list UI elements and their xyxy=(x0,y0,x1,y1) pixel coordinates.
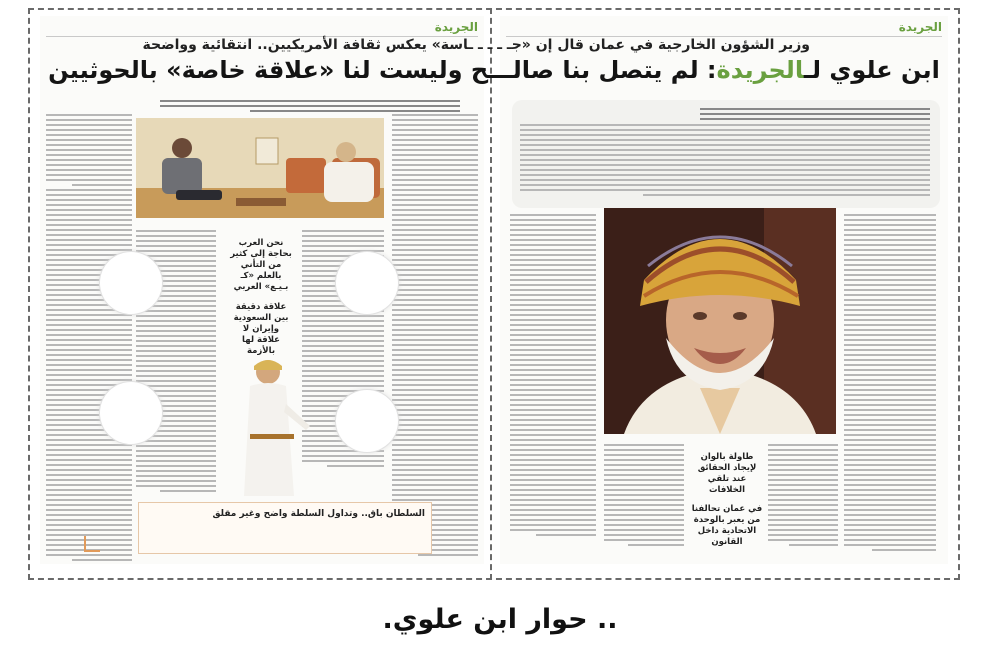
masthead-right xyxy=(506,20,942,37)
photo-portrait xyxy=(604,208,836,434)
text-column-left-1 xyxy=(46,114,132,564)
meeting-illustration xyxy=(136,118,384,218)
intro-bold-lines xyxy=(700,108,930,123)
pull-quote-center: نحن العرب بحاجة إلى كثير من التأني بالعلم «كـ بـيـع» العربي xyxy=(230,238,292,292)
pull-quote-right-1: طاولة بالوان لإيجاد الحقائق عند تلقي الخلافات xyxy=(697,452,757,495)
headline xyxy=(40,56,948,84)
headline-brand: الجريدة xyxy=(716,56,804,84)
intro-body-lines xyxy=(520,124,930,199)
text-column-right-3 xyxy=(844,214,936,554)
bottom-strip-text: السلطان باق.. وتداول السلطة واضح وغير مقلق xyxy=(212,509,425,519)
quote-circle-2 xyxy=(336,252,398,314)
text-column-right-4 xyxy=(768,444,838,549)
photo-meeting xyxy=(136,118,384,218)
page-fold-line xyxy=(490,8,492,580)
intro-lines-left xyxy=(160,100,460,115)
photo-minister-standing xyxy=(224,356,320,496)
quote-circle-3 xyxy=(100,382,162,444)
portrait-illustration xyxy=(604,208,836,434)
corner-mark xyxy=(84,536,100,552)
kicker: وزير الشؤون الخارجية في عمان قال إن «جـ ـ ـ ـ ـاسة» يعكس ثقافة الأمريكيين.. انتقائية وواضحة xyxy=(142,37,810,53)
newspaper-page-right xyxy=(500,16,948,564)
masthead-logo-right: الجريدة xyxy=(898,20,942,34)
masthead-left xyxy=(46,20,478,37)
text-column-right-1 xyxy=(510,214,596,539)
masthead-logo-left: الجريدة xyxy=(434,20,478,34)
text-column-left-4 xyxy=(392,114,478,559)
headline-part-2: : لم يتصل بنا صالـــح وليست لنا «علاقة خاصة» بالحوثيين xyxy=(48,56,717,84)
quote-circle-4 xyxy=(336,390,398,452)
pull-quote-center-2: علاقة دقيقة بين السعودية وإيران لا علاقة لها بالأزمة xyxy=(233,302,289,356)
pull-quote-right-2: في عمان تحالفنا من يعبر بالوحدة الاتحادية داخل القانون xyxy=(691,504,763,547)
headline-part-1: ابن علوي لـ xyxy=(803,56,940,84)
quote-circle-1 xyxy=(100,252,162,314)
bottom-strip xyxy=(138,502,432,554)
image-caption: .. حوار ابن علوي. xyxy=(382,604,618,635)
newspaper-page-left xyxy=(40,16,484,564)
text-column-right-2 xyxy=(604,444,684,549)
